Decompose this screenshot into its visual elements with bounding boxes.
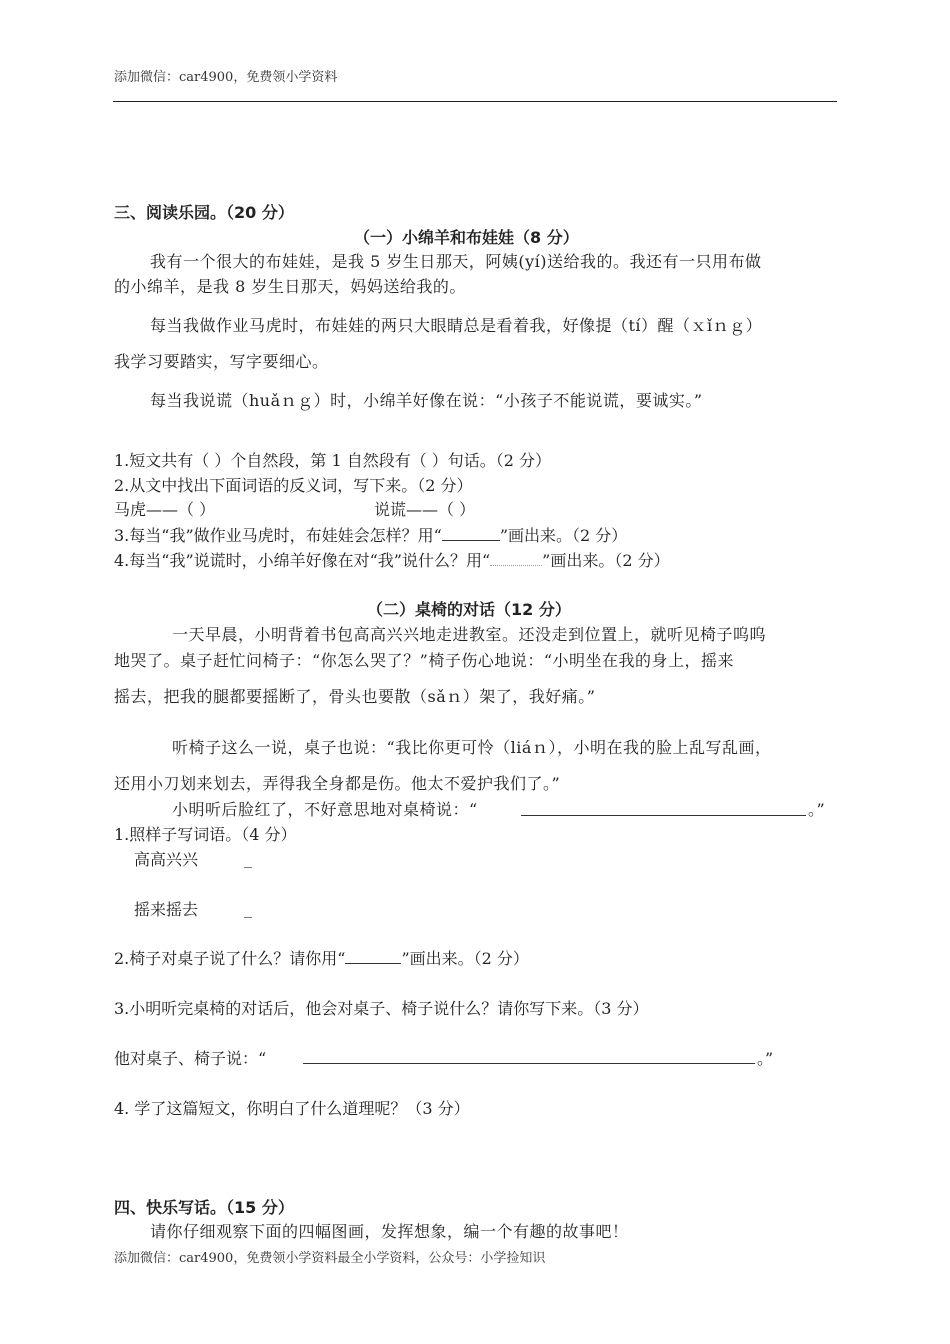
part1-paragraph: 每当我做作业马虎时，布娃娃的两只大眼睛总是看着我，好像提（tí）醒（ｘǐｎｇ） [150, 316, 763, 335]
antonym-item-2: 说谎——（ ） [374, 500, 476, 519]
part2-question-3: 3.小明听完桌椅的对话后，他会对桌子、椅子说什么？请你写下来。（3 分） [114, 999, 649, 1018]
part1-paragraph: 我有一个很大的布娃娃，是我 5 岁生日那天，阿姨(yí)送给我的。我还有一只用布做 [150, 252, 762, 271]
q3-answer-end: 。” [757, 1049, 774, 1068]
question-text: ”画出来。（2 分） [401, 949, 529, 968]
part2-question-4: 4. 学了这篇短文，你明白了什么道理呢？（3 分） [114, 1099, 470, 1118]
q3-answer-prompt: 他对桌子、椅子说：“ [114, 1049, 267, 1068]
wavy-underline-sample [490, 551, 542, 566]
part2-paragraph-end: 。” [808, 800, 826, 819]
page-header: 添加微信：car4900，免费领小学资料 [114, 70, 338, 85]
part2-question-2 [114, 946, 529, 969]
page-footer: 添加微信：car4900，免费领小学资料最全小学资料，公众号：小学捡知识 [114, 1251, 546, 1266]
part1-paragraph: 我学习要踏实，写字要细心。 [114, 352, 329, 371]
answer-line [521, 815, 806, 816]
part2-paragraph: 小明听后脸红了，不好意思地对桌椅说：“ [172, 800, 478, 819]
answer-line [303, 1063, 755, 1064]
part2-paragraph: 地哭了。桌子赶忙问椅子：“你怎么哭了？”椅子伤心地说：“小明坐在我的身上，摇来 [114, 651, 735, 670]
part2-paragraph: 听椅子这么一说，桌子也说：“我比你更可怜（liáｎ），小明在我的脸上乱写乱画， [172, 738, 772, 757]
part1-question-2: 2.从文中找出下面词语的反义词，写下来。（2 分） [114, 476, 473, 495]
part2-paragraph: 一天早晨，小明背着书包高高兴兴地走进教室。还没走到位置上，就听见椅子呜呜 [172, 625, 767, 644]
section4-title: 四、快乐写话。（15 分） [114, 1198, 294, 1217]
straight-underline-sample [442, 526, 500, 541]
question-text: 4.每当“我”说谎时，小绵羊好像在对“我”说什么？用“ [114, 551, 491, 570]
part2-title: （二）桌椅的对话（12 分） [367, 600, 571, 619]
part2-paragraph: 还用小刀划来划去，弄得我全身都是伤。他太不爱护我们了。” [114, 774, 561, 793]
header-divider [113, 101, 837, 102]
question-text: ”画出来。（2 分） [542, 551, 670, 570]
part2-question-1: 1.照样子写词语。（4 分） [114, 825, 297, 844]
part1-question-1: 1.短文共有（ ）个自然段，第 1 自然段有（ ）句话。（2 分） [114, 451, 552, 470]
part1-paragraph: 的小绵羊，是我 8 岁生日那天，妈妈送给我的。 [114, 277, 466, 296]
part1-question-4 [114, 548, 670, 571]
question-text: 2.椅子对桌子说了什么？请你用“ [114, 949, 346, 968]
word-example-2: 摇来摇去 [134, 900, 199, 919]
word-blank: _ [244, 849, 252, 868]
section3-title: 三、阅读乐园。（20 分） [114, 203, 294, 222]
word-example-1: 高高兴兴 [134, 850, 199, 869]
section4-instruction: 请你仔细观察下面的四幅图画，发挥想象，编一个有趣的故事吧！ [150, 1222, 629, 1241]
word-blank: _ [244, 899, 252, 918]
question-text: ”画出来。（2 分） [499, 526, 628, 545]
question-text: 3.每当“我”做作业马虎时，布娃娃会怎样？用“ [114, 526, 442, 545]
straight-underline-sample [345, 949, 401, 964]
part1-question-3 [114, 523, 627, 546]
part2-paragraph: 摇去，把我的腿都要摇断了，骨头也要散（sǎｎ）架了，我好痛。” [114, 687, 596, 706]
antonym-item-1: 马虎——（ ） [114, 500, 216, 519]
part1-paragraph: 每当我说谎（huǎｎｇ）时，小绵羊好像在说：“小孩子不能说谎，要诚实。” [150, 391, 703, 410]
part1-title: （一）小绵羊和布娃娃（8 分） [354, 228, 579, 247]
